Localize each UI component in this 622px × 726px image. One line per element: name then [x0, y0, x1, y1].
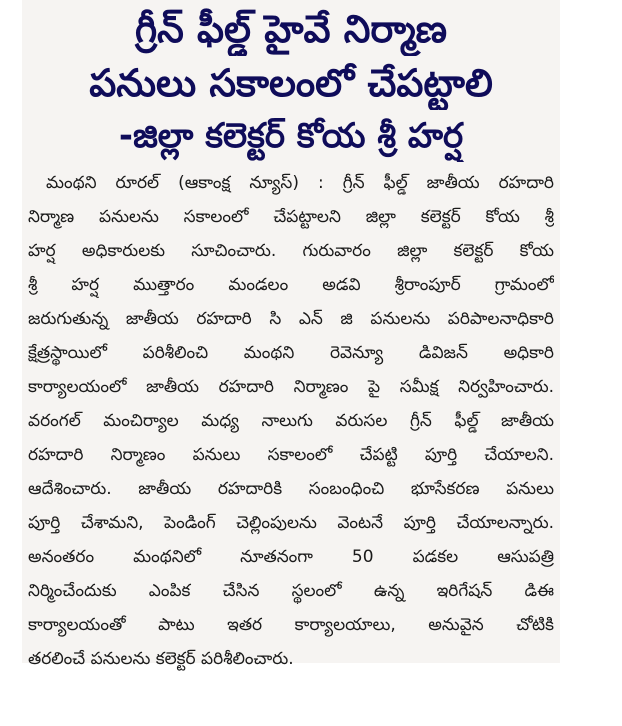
body-line: తరలించే పనులను కలెక్టర్ పరిశీలించారు.	[28, 649, 294, 669]
headline-line-2: పనులు సకాలంలో చేపట్టాలి	[89, 61, 493, 105]
byline: -జిల్లా కలెక్టర్ కోయ శ్రీ హర్ష	[118, 116, 464, 156]
body-line: కార్యాలయంలో జాతీయ రహదారి నిర్మాణం పై సమీక్ష నిర్వహించారు.	[28, 377, 554, 397]
body-line: మంథని రూరల్ (ఆకాంక్ష న్యూస్) : గ్రీన్ ఫీల్డ్ జాతీయ రహదారి	[46, 173, 554, 193]
headline-line-1: గ్రీన్ ఫీల్డ్ హైవే నిర్మాణ	[134, 7, 448, 51]
news-clipping	[22, 0, 560, 669]
body-line: పూర్తి చేశామని, పెండింగ్ చెల్లింపులను వెంటనే పూర్తి చేయాలన్నారు.	[28, 513, 554, 533]
body-line: రహదారి నిర్మాణం పనులు సకాలంలో చేపట్టి పూర్తి చేయాలని.	[28, 445, 554, 465]
body-line: శ్రీ హర్ష ముత్తారం మండలం అడవి శ్రీరాంపూర్ గ్రామంలో	[28, 275, 554, 295]
body-line: నిర్మించేందుకు ఎంపిక చేసిన స్థలంలో ఉన్న ఇరిగేషన్ డిఈ	[28, 581, 554, 601]
article-body	[28, 166, 554, 676]
body-line: నిర్మాణ పనులను సకాలంలో చేపట్టాలని జిల్లా కలెక్టర్ కోయ శ్రీ	[28, 207, 554, 227]
body-line: కార్యాలయంతో పాటు ఇతర కార్యాలయాలు, అనువైన చోటికి	[28, 615, 554, 635]
body-line: క్షేత్రస్థాయిలో పరిశీలించి మంథని రెవెన్యూ డివిజన్ అధికారి	[28, 343, 554, 363]
body-line: ఆదేశించారు. జాతీయ రహదారికి సంబంధించి భూసేకరణ పనులు	[28, 479, 554, 499]
body-line: అనంతరం మంథనిలో నూతనంగా 50 పడకల ఆసుపత్రి	[28, 547, 554, 567]
body-line: జరుగుతున్న జాతీయ రహదారి సి ఎన్ జి పనులను పరిపాలనాధికారి	[28, 309, 554, 329]
body-line: వరంగల్ మంచిర్యాల మధ్య నాలుగు వరుసల గ్రీన్ ఫీల్డ్ జాతీయ	[28, 411, 554, 431]
body-line: హర్ష అధికారులకు సూచించారు. గురువారం జిల్లా కలెక్టర్ కోయ	[28, 241, 554, 261]
